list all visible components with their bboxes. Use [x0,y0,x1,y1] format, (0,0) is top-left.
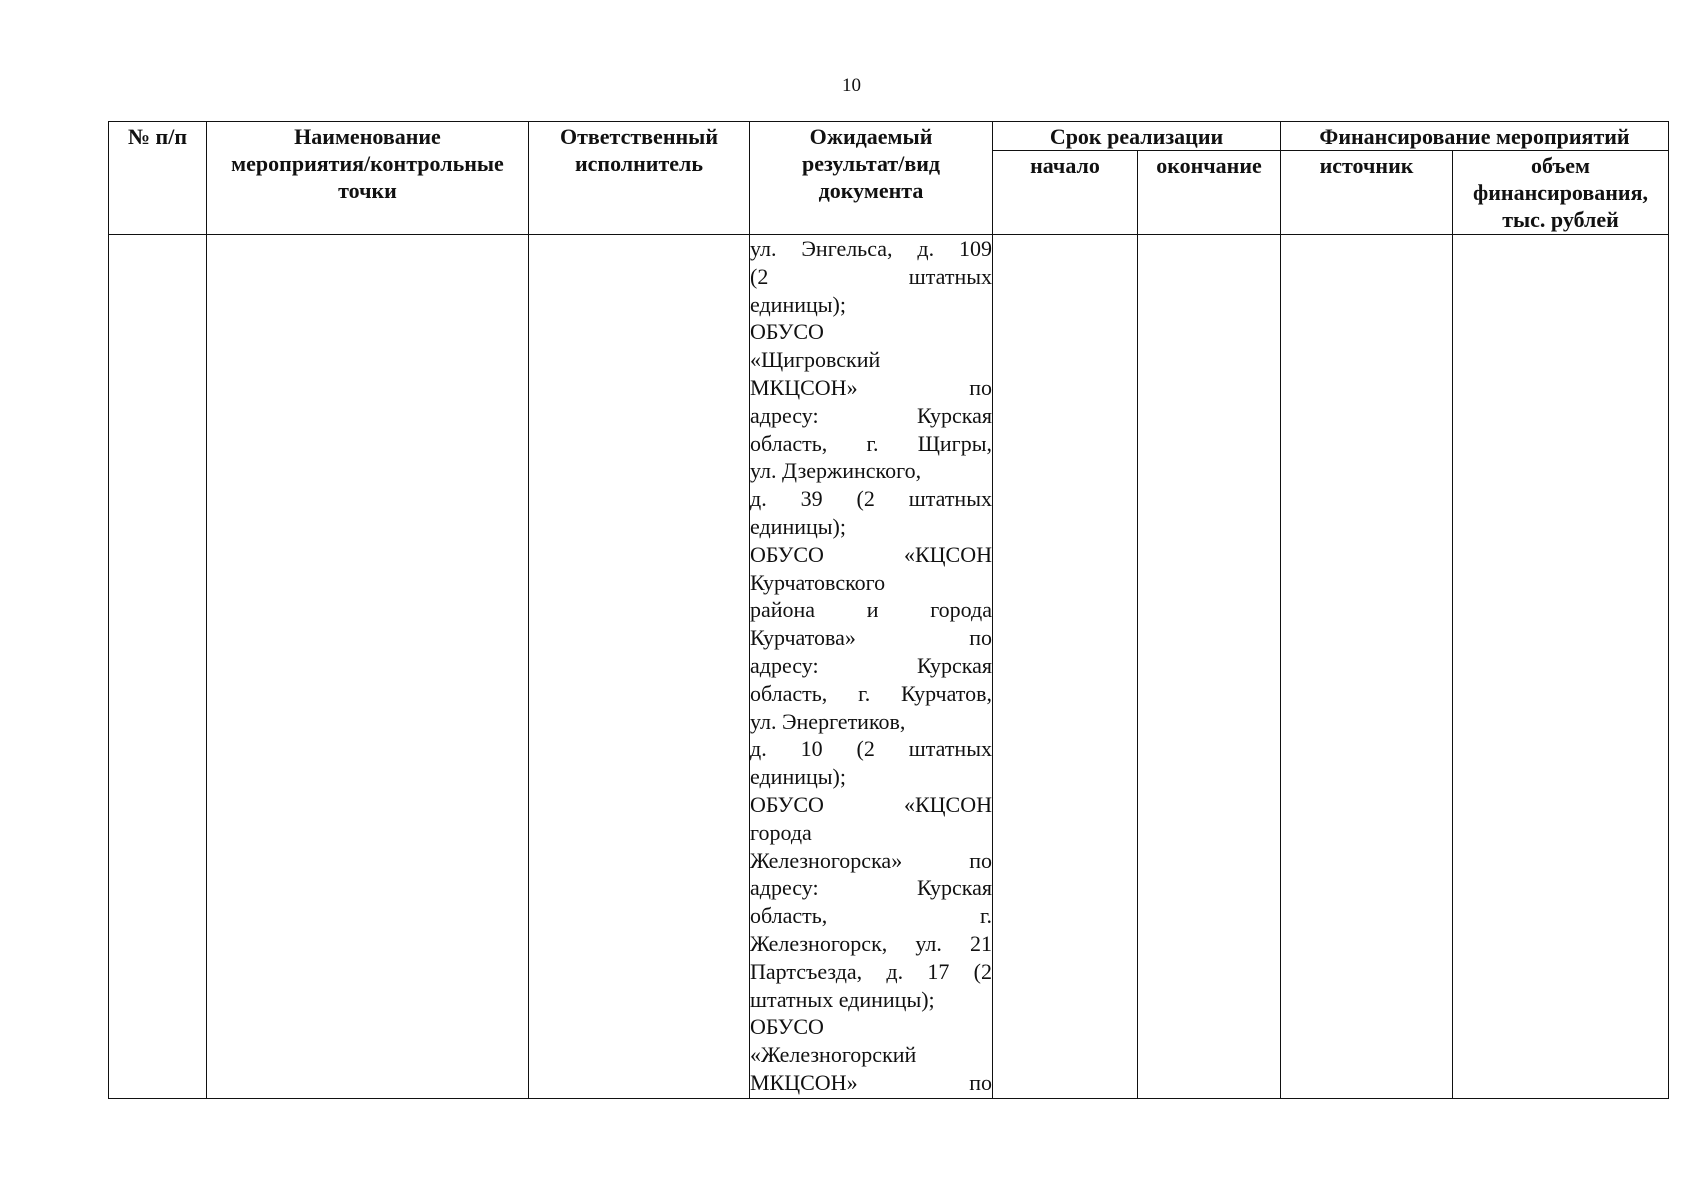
header-result-line2: результат/вид [801,151,941,176]
header-result-line1: Ожидаемый [809,124,933,149]
result-line: Курчатовского [750,569,886,595]
result-line: Курчатова» по [750,625,992,651]
header-result-line3: документа [818,178,924,203]
header-executor-line2: исполнитель [574,151,704,176]
header-result [750,122,993,235]
result-line: д. 10 (2 штатных [750,736,992,762]
result-line: ул. Энергетиков, [750,708,906,734]
header-num [109,122,207,235]
result-line: ОБУСО [750,319,824,345]
result-line: ОБУСО «КЦСОН [750,791,992,817]
result-line: Железногорск, ул. 21 [750,930,992,956]
result-line: адресу: Курская [750,875,992,901]
result-line: (2 штатных [750,263,992,289]
header-end [1138,151,1281,235]
result-line: область, г. [750,903,992,929]
result-line: ул. Дзержинского, [750,458,922,484]
header-executor [529,122,750,235]
result-line: ОБУСО «КЦСОН [750,541,992,567]
result-line: ОБУСО [750,1014,824,1040]
header-end-label: окончание [1156,153,1262,178]
cell-start [993,235,1138,1099]
header-volume-line1: объем [1531,153,1591,178]
result-line: ул. Энгельса, д. 109 [750,236,992,261]
header-name [207,122,529,235]
activities-table [108,121,1669,1099]
result-line: «Щигровский [750,347,881,373]
cell-name [207,235,529,1099]
table-row [109,235,1669,1099]
header-source-label: источник [1319,153,1414,178]
result-line: адресу: Курская [750,402,992,428]
result-line: района и города [750,597,992,623]
header-start [993,151,1138,235]
cell-executor [529,235,750,1099]
result-line: Железногорска» по [750,847,992,873]
cell-end [1138,235,1281,1099]
header-executor-line1: Ответственный [559,124,719,149]
page-number: 10 [842,75,861,96]
table-header-row [109,122,1669,151]
result-line: единицы); [750,764,846,790]
result-line: единицы); [750,291,846,317]
result-line: города [750,819,812,845]
result-line: д. 39 (2 штатных [750,486,992,512]
result-line: Партсъезда, д. 17 (2 [750,958,992,984]
result-line: «Железногорский [750,1042,917,1068]
result-line: единицы); [750,513,846,539]
result-line: адресу: Курская [750,652,992,678]
header-name-line2: мероприятия/контрольные [231,151,504,176]
header-finance-label: Финансирование мероприятий [1319,124,1630,149]
result-text [750,235,992,1097]
cell-volume [1453,235,1669,1099]
cell-result [750,235,993,1099]
header-volume-line2: финансирования, [1473,180,1649,205]
header-volume [1453,151,1669,235]
result-line: область, г. Щигры, [750,430,992,456]
result-line: МКЦСОН» по [750,374,992,400]
header-volume-line3: тыс. рублей [1502,207,1619,232]
header-period-group [993,122,1281,151]
header-finance-group [1281,122,1669,151]
header-source [1281,151,1453,235]
header-name-line1: Наименование [294,124,441,149]
result-line: МКЦСОН» по [750,1069,992,1095]
result-line: область, г. Курчатов, [750,680,992,706]
header-start-label: начало [1030,153,1100,178]
header-period-label: Срок реализации [1049,124,1224,149]
result-line: штатных единицы); [750,986,935,1012]
header-name-line3: точки [338,178,397,203]
cell-source [1281,235,1453,1099]
header-num-label: № п/п [127,124,188,149]
cell-num [109,235,207,1099]
